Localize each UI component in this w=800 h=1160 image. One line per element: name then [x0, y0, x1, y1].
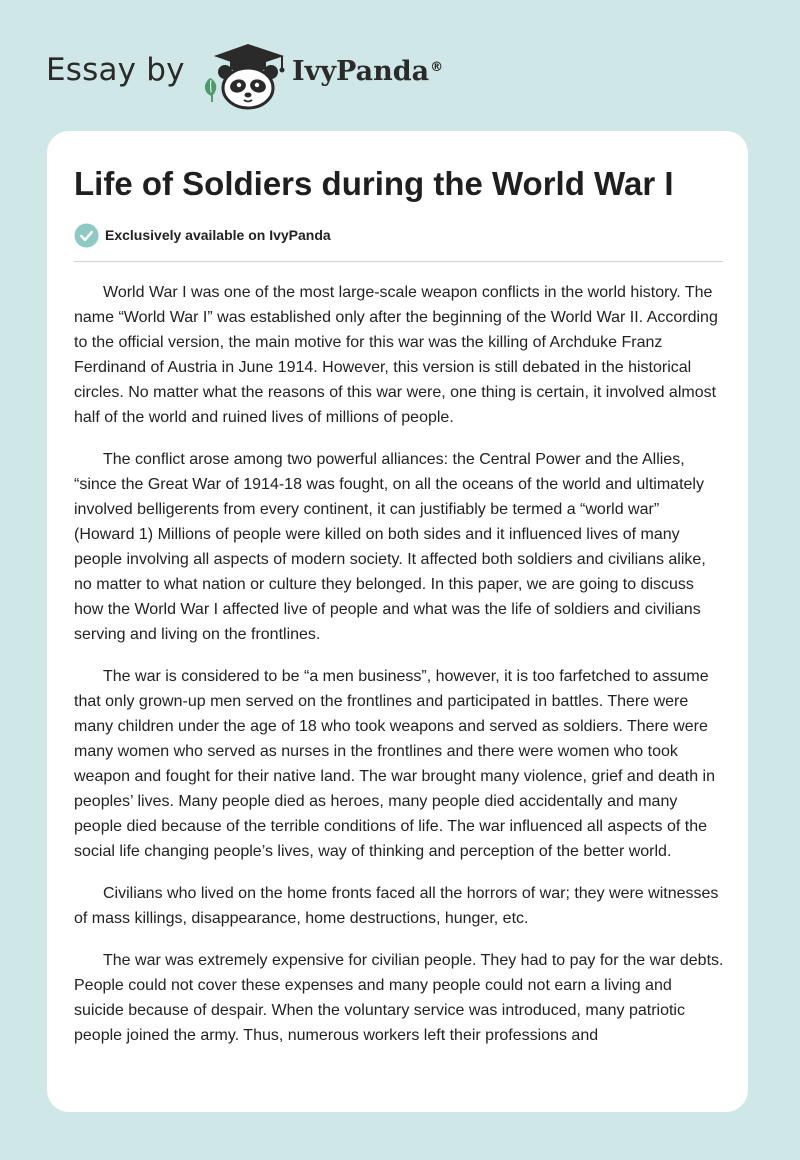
- essay-body: [74, 280, 724, 1065]
- site-header: [0, 0, 800, 120]
- paragraph: The war was extremely expensive for civilian people. They had to pay for the war debts. People could not cover these expenses and many people could not earn a living and suicide because of despair. When the voluntary service was introduced, many patriotic people joined the army. Thus, numerous workers left their professions and: [74, 952, 724, 1044]
- page-title: Life of Soldiers during the World War I: [74, 165, 674, 202]
- essay-card: [47, 131, 748, 1112]
- paragraph: Civilians who lived on the home fronts faced all the horrors of war; they were witnesses of mass killings, disappearance, home destructions, hunger, etc.: [74, 885, 719, 927]
- panda-graduate-logo-icon[interactable]: [200, 38, 290, 110]
- check-circle-icon: [74, 223, 99, 248]
- paragraph: World War I was one of the most large-scale weapon conflicts in the world history. The name “World War I” was established only after the beginning of the World War II. According to the official version, the main motive for this war was the killing of Archduke Franz Ferdinand of Austria in June 1914. However, this version is still debated in the historical circles. No matter what the reasons of this war were, one thing is certain, it involved almost half of the world and ruined lives of millions of people.: [74, 284, 718, 426]
- registered-mark: ®: [430, 60, 444, 75]
- badge-label: Exclusively available on IvyPanda: [105, 227, 331, 243]
- paragraph: The conflict arose among two powerful alliances: the Central Power and the Allies, “since the Great War of 1914-18 was fought, on all the oceans of the world and ultimately involved belligerents from every continent, it can justifiably be termed a “world war” (Howard 1) Millions of people were killed on both sides and it influenced lives of many people involving all aspects of modern society. It affected both soldiers and civilians alike, no matter to what nation or culture they belonged. In this paper, we are going to discuss how the World War I affected live of people and what was the life of soldiers and civilians serving and living on the frontlines.: [74, 451, 706, 643]
- exclusive-badge: [74, 222, 331, 248]
- brand-name-text: IvyPanda: [292, 56, 430, 87]
- paragraph: The war is considered to be “a men business”, however, it is too farfetched to assume that only grown-up men served on the frontlines and participated in battles. There were many children under the age of 18 who took weapons and served as soldiers. There were many women who served as nurses in the frontlines and there were women who took weapon and fought for their native land. The war brought many violence, grief and death in peoples’ lives. Many people died as heroes, many people died accidentally and many people died because of the terrible conditions of life. The war influenced all aspects of the social life changing people’s lives, way of thinking and perception of the better world.: [74, 668, 716, 860]
- brand-name[interactable]: [292, 52, 443, 92]
- brand-prefix: Essay by: [46, 52, 185, 88]
- divider: [74, 261, 723, 262]
